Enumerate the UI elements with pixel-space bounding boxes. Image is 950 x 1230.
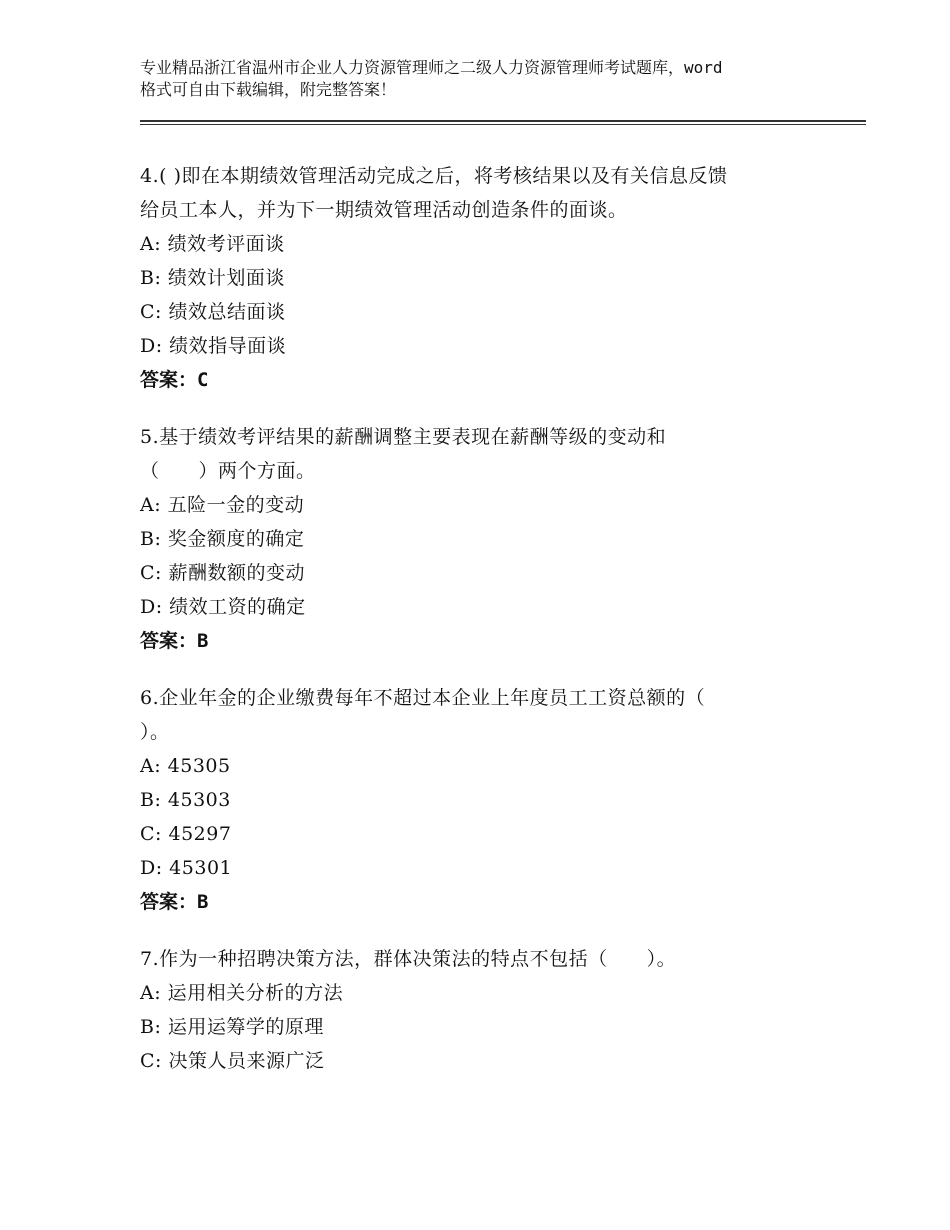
option-b: B: 45303 [140, 789, 231, 811]
header-line-2: 格式可自由下载编辑，附完整答案！ [140, 80, 397, 99]
option-c: C: 绩效总结面谈 [140, 301, 286, 323]
option-c: C: 薪酬数额的变动 [140, 562, 305, 584]
question-stem: 7.作为一种招聘决策方法，群体决策法的特点不包括（ ）。 [140, 948, 677, 970]
question-stem: 给员工本人，并为下一期绩效管理活动创造条件的面谈。 [140, 199, 628, 221]
question-list [140, 159, 840, 1101]
question-stem: ）。 [140, 721, 170, 743]
question-4 [140, 159, 840, 397]
answer-line: 答案：B [140, 891, 209, 913]
option-b: B: 奖金额度的确定 [140, 528, 305, 550]
question-5 [140, 420, 840, 658]
option-a: A: 45305 [140, 755, 231, 777]
question-stem: （ ）两个方面。 [140, 460, 316, 482]
option-d: D: 45301 [140, 857, 233, 879]
question-6 [140, 681, 840, 919]
option-c: C: 决策人员来源广泛 [140, 1050, 325, 1072]
option-d: D: 绩效工资的确定 [140, 596, 306, 618]
document-header [140, 57, 840, 101]
header-line-1: 专业精品浙江省温州市企业人力资源管理师之二级人力资源管理师考试题库，word [140, 58, 723, 77]
question-stem: 5.基于绩效考评结果的薪酬调整主要表现在薪酬等级的变动和 [140, 426, 667, 448]
answer-line: 答案：B [140, 630, 209, 652]
answer-line: 答案：C [140, 369, 209, 391]
question-stem: 4.( )即在本期绩效管理活动完成之后，将考核结果以及有关信息反馈 [140, 165, 728, 187]
header-divider-thick [140, 120, 866, 122]
option-a: A: 五险一金的变动 [140, 494, 305, 516]
header-divider-thin [140, 124, 866, 125]
option-b: B: 绩效计划面谈 [140, 267, 285, 289]
question-stem: 6.企业年金的企业缴费每年不超过本企业上年度员工工资总额的（ [140, 687, 706, 709]
option-b: B: 运用运筹学的原理 [140, 1016, 324, 1038]
option-d: D: 绩效指导面谈 [140, 335, 287, 357]
question-7 [140, 942, 840, 1078]
option-a: A: 运用相关分析的方法 [140, 982, 344, 1004]
option-c: C: 45297 [140, 823, 232, 845]
option-a: A: 绩效考评面谈 [140, 233, 285, 255]
